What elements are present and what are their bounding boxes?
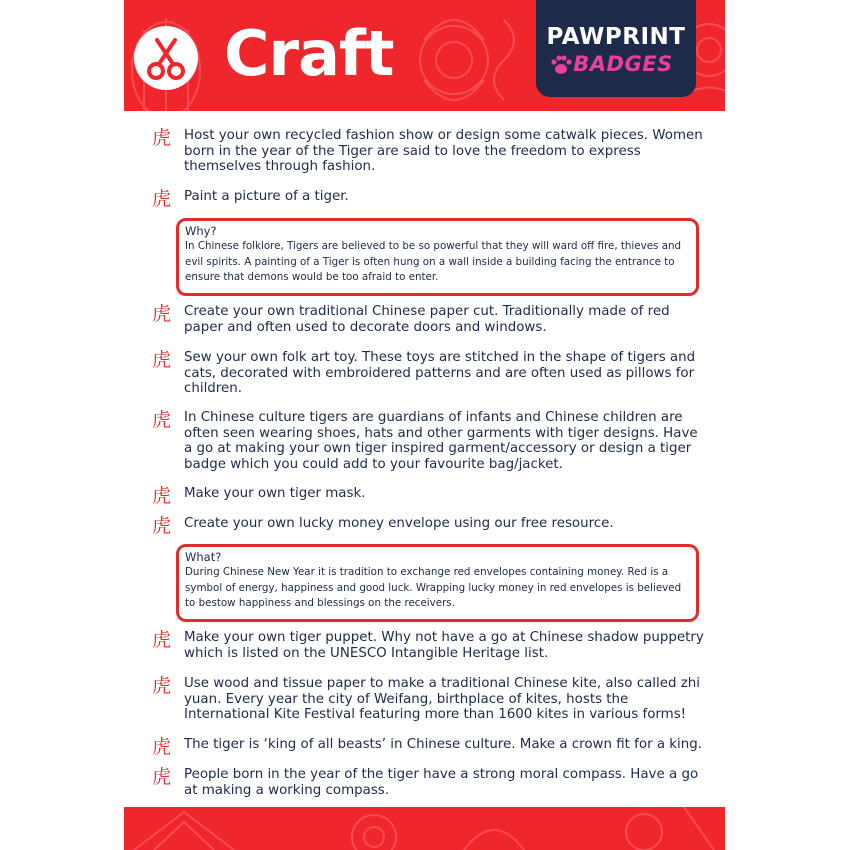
header-banner (124, 0, 725, 111)
brand-line-2: BADGES (573, 52, 673, 76)
pawprint-badges-logo (536, 0, 696, 97)
note-body: During Chinese New Year it is tradition to exchange red envelopes containing money. Red is a symbol of energy, happiness and good luck. Wrapping lucky money in red envelopes is believed to bestow happiness and blessings on the receivers. (185, 566, 682, 609)
scissors-icon (134, 26, 198, 90)
tiger-bullet: 虎 (152, 349, 172, 371)
item-text: Host your own recycled fashion show or design some catwalk pieces. Women born in the year of the Tiger are said to love the freedom to express themselves through fashion. (184, 128, 703, 174)
tiger-bullet: 虎 (152, 485, 172, 507)
tiger-bullet: 虎 (152, 766, 172, 788)
item-text: People born in the year of the tiger have a strong moral compass. Have a go at making a working compass. (184, 767, 699, 798)
footer-banner (124, 807, 725, 850)
scissors-icon-badge (134, 26, 198, 90)
item-text: Make your own tiger puppet. Why not have a go at Chinese shadow puppetry which is listed on the UNESCO Intangible Heritage list. (184, 630, 704, 661)
item-text: Sew your own folk art toy. These toys are stitched in the shape of tigers and cats, decorated with embroidered patterns and are often used as pillows for children. (184, 350, 696, 396)
note-body: In Chinese folklore, Tigers are believed to be so powerful that they will ward off fire, thieves and evil spirits. A painting of a Tiger is often hung on a wall inside a building facing the entrance to ensure that demons would be too afraid to enter. (185, 240, 682, 283)
tiger-bullet: 虎 (152, 736, 172, 758)
tiger-bullet: 虎 (152, 409, 172, 431)
item-text: Create your own traditional Chinese paper cut. Traditionally made of red paper and often used to decorate doors and windows. (184, 304, 670, 335)
page-title: Craft (224, 17, 394, 90)
item-text: In Chinese culture tigers are guardians of infants and Chinese children are often seen wearing shoes, hats and other garments with tiger designs. Have a go at making your own tiger inspired garment/accessory or design a tiger badge which you could add to your favourite bag/jacket. (184, 410, 698, 472)
note-heading: What? (185, 550, 222, 564)
tiger-bullet: 虎 (152, 127, 172, 149)
item-text: Use wood and tissue paper to make a traditional Chinese kite, also called zhi yuan. Every year the city of Weifang, birthplace of kites, hosts the International Kite Festival featuring more than 1600 kites in various forms! (184, 676, 700, 722)
tiger-bullet: 虎 (152, 675, 172, 697)
note-heading: Why? (185, 224, 217, 238)
what-note-box (176, 544, 699, 622)
item-text: The tiger is ‘king of all beasts’ in Chinese culture. Make a crown fit for a king. (184, 737, 703, 752)
craft-page (124, 0, 725, 850)
tiger-bullet: 虎 (152, 515, 172, 537)
item-text: Create your own lucky money envelope using our free resource. (184, 516, 614, 531)
item-text: Make your own tiger mask. (184, 486, 366, 501)
tiger-bullet: 虎 (152, 629, 172, 651)
decorative-pattern (124, 807, 725, 850)
brand-line-1: PAWPRINT (546, 24, 686, 50)
why-note-box (176, 218, 699, 296)
item-text: Paint a picture of a tiger. (184, 189, 349, 204)
tiger-bullet: 虎 (152, 188, 172, 210)
tiger-bullet: 虎 (152, 303, 172, 325)
